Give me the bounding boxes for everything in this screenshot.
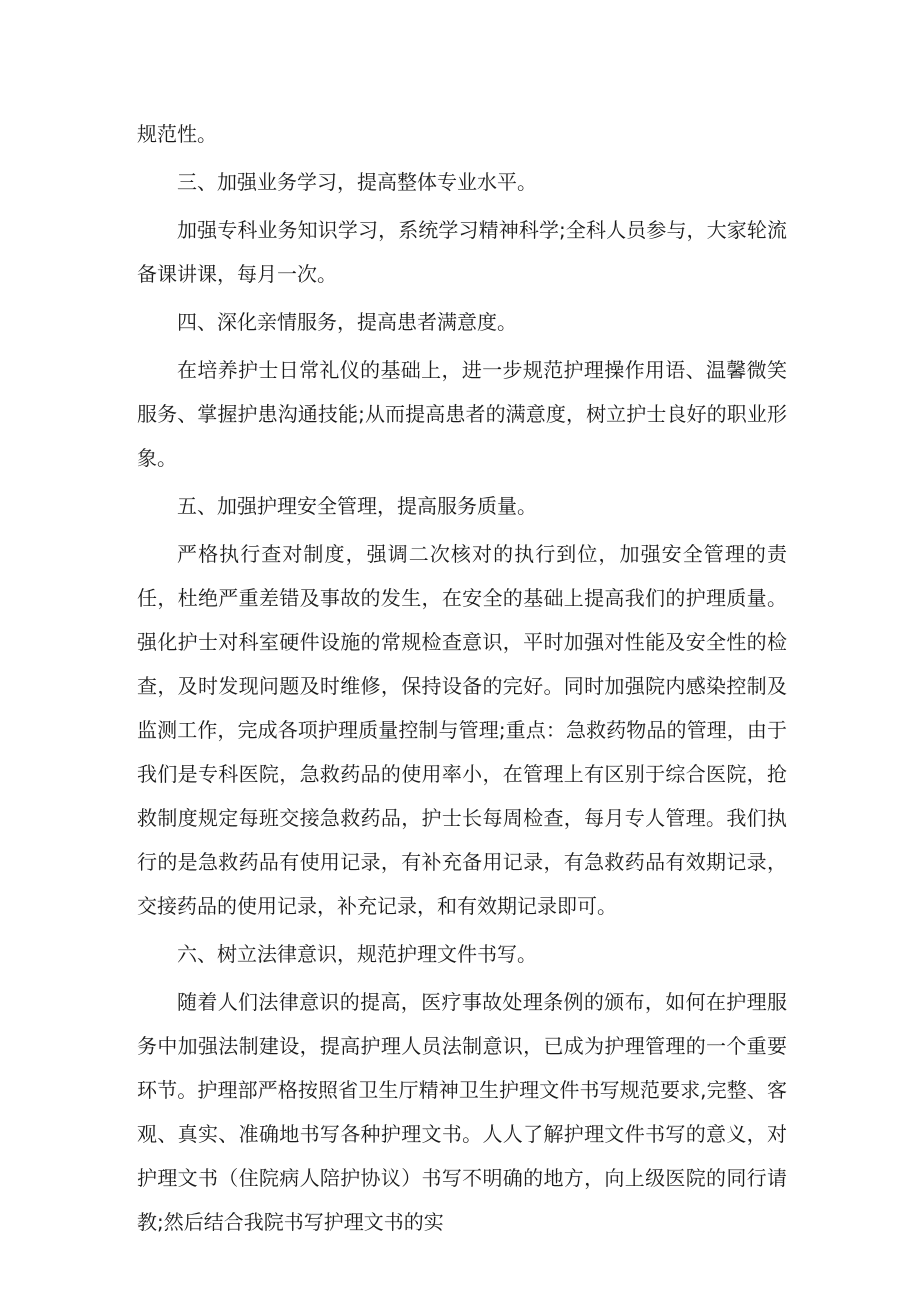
paragraph-legal: 随着人们法律意识的提高，医疗事故处理条例的颁布，如何在护理服务中加强法制建设，提高护理人员法制意识，已成为护理管理的一个重要环节。护理部严格按照省卫生厅精神卫生护理文件书写规范要求,完整、客观、真实、准确地书写各种护理文书。人人了解护理文件书写的意义，对护理文书（住院病人陪护协议）书写不明确的地方，向上级医院的同行请教;然后结合我院书写护理文书的实 [137,990,787,1234]
paragraph-business-study: 加强专科业务知识学习，系统学习精神科学;全科人员参与，大家轮流备课讲课，每月一次。 [137,218,787,286]
section-heading-4: 四、深化亲情服务，提高患者满意度。 [177,310,517,334]
section-heading-5: 五、加强护理安全管理，提高服务质量。 [177,494,537,518]
section-heading-3: 三、加强业务学习，提高整体专业水平。 [177,170,537,194]
section-heading-6: 六、树立法律意识，规范护理文件书写。 [177,942,537,966]
paragraph-safety: 严格执行查对制度，强调二次核对的执行到位，加强安全管理的责任，杜绝严重差错及事故的发生，在安全的基础上提高我们的护理质量。强化护士对科室硬件设施的常规检查意识，平时加强对性能及安全性的检查，及时发现问题及时维修，保持设备的完好。同时加强院内感染控制及监测工作，完成各项护理质量控制与管理;重点：急救药物品的管理，由于我们是专科医院，急救药品的使用率小，在管理上有区别于综合医院，抢救制度规定每班交接急救药品，护士长每周检查，每月专人管理。我们执行的是急救药品有使用记录，有补充备用记录，有急救药品有效期记录，交接药品的使用记录，补充记录，和有效期记录即可。 [137,542,787,918]
paragraph-service: 在培养护士日常礼仪的基础上，进一步规范护理操作用语、温馨微笑服务、掌握护患沟通技能;从而提高患者的满意度，树立护士良好的职业形象。 [137,358,787,470]
paragraph-continuation: 规范性。 [137,122,217,146]
document-body [137,112,787,1244]
